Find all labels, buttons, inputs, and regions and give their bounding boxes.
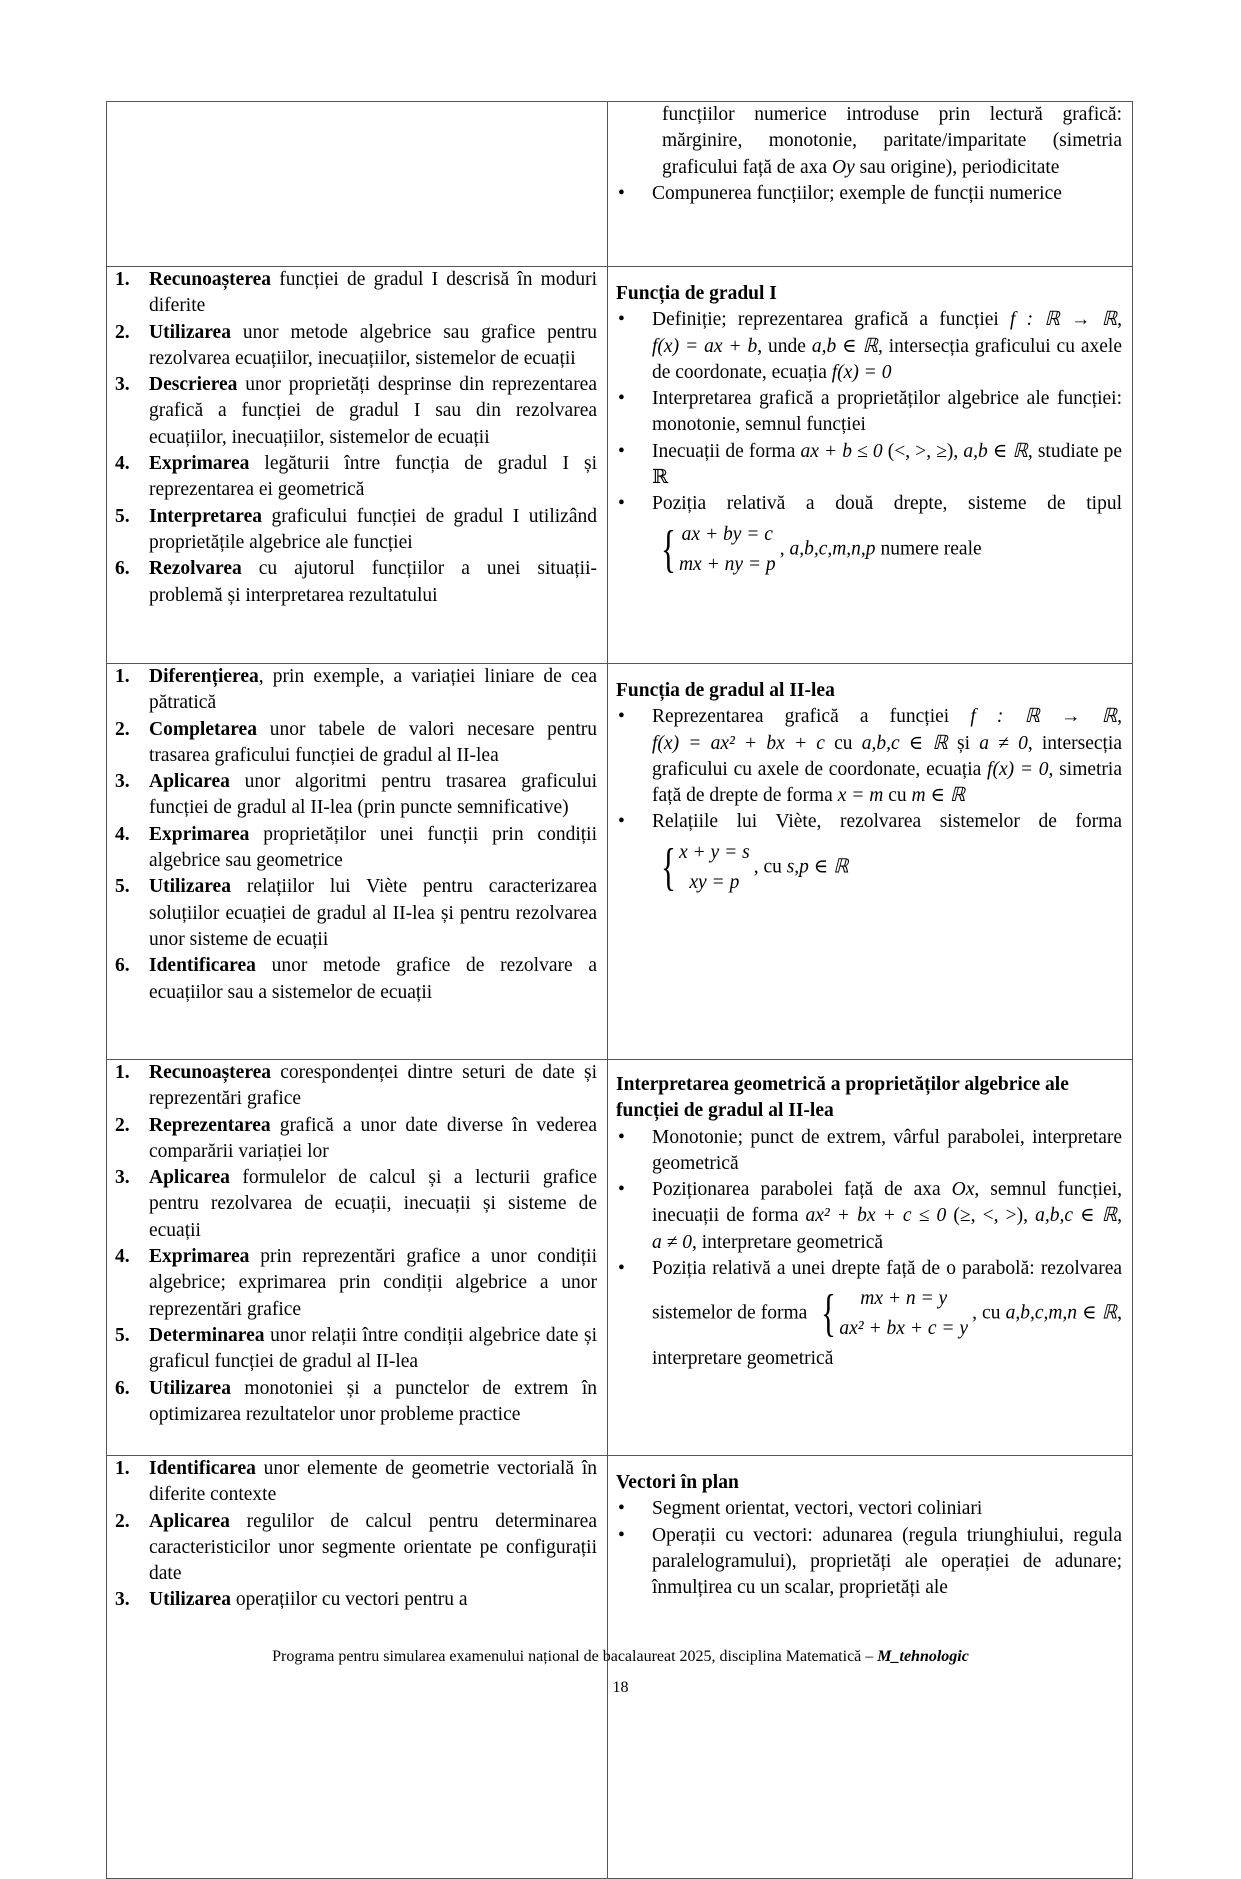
objective-text bbox=[149, 874, 597, 953]
item-number: 1. bbox=[115, 666, 130, 687]
objective-description: formulelor de calcul și a lecturii grafice pentru rezolvarea de ecuații, inecuații și sisteme de ecuații bbox=[149, 1167, 597, 1241]
objective-description: unor metode algebrice sau grafice pentru rezolvarea ecuațiilor, inecuațiilor, sistemelor de ecuații bbox=[149, 321, 597, 369]
item-number: 6. bbox=[115, 1377, 130, 1399]
text-segment: , unde bbox=[757, 335, 812, 357]
math-expression: a,b,c ∈ ℝ bbox=[861, 732, 948, 754]
system-equations bbox=[679, 520, 776, 580]
text-segment: Interpretarea grafică a proprietăților algebrice ale funcției: monotonie, semnul funcției bbox=[652, 388, 1122, 436]
objective-description: grafică a unor date diverse în vederea comparării variației lor bbox=[149, 1114, 597, 1162]
math-expression: a ≠ 0 bbox=[652, 1231, 692, 1253]
objective-keyword: Rezolvarea bbox=[149, 558, 242, 580]
objective-keyword: Identificarea bbox=[149, 955, 256, 977]
objective-keyword: Identificarea bbox=[149, 1458, 256, 1479]
item-number: 1. bbox=[115, 1458, 130, 1479]
objective-text bbox=[149, 1509, 597, 1588]
bullet-item bbox=[616, 386, 1122, 439]
objective-description: regulilor de calcul pentru determinarea caracteristicilor unor segmente orientate pe configurații date bbox=[149, 1510, 597, 1585]
item-number: 5. bbox=[115, 1324, 130, 1346]
objectives-cell bbox=[107, 267, 608, 664]
bullet-item bbox=[616, 1125, 1122, 1178]
text-segment: , intersecția graficului cu axele de coordonate, ecuația bbox=[652, 335, 1122, 383]
objective-keyword: Utilizarea bbox=[149, 1589, 231, 1611]
text-segment: funcțiilor numerice introduse prin lectură grafică: mărginire, monotonie, paritate/imparitate (simetria graficului față de axa bbox=[662, 104, 1122, 178]
objective-text bbox=[149, 556, 597, 609]
objective-description: cu ajutorul funcțiilor a unei situații-problemă și interpretarea rezultatului bbox=[149, 558, 597, 606]
objective-text bbox=[149, 1244, 597, 1323]
text-segment: , bbox=[1117, 309, 1122, 331]
text-segment: numere reale bbox=[875, 538, 982, 560]
brace-icon: { bbox=[821, 1285, 837, 1343]
item-number: 2. bbox=[115, 1510, 130, 1532]
objective-keyword: Recunoașterea bbox=[149, 269, 272, 290]
objective-keyword: Aplicarea bbox=[149, 771, 230, 793]
text-segment: , cu bbox=[753, 856, 787, 878]
bullet-icon: • bbox=[618, 1126, 625, 1148]
bullet-item bbox=[616, 1496, 1122, 1522]
bullet-item bbox=[616, 181, 1122, 207]
objective-item bbox=[115, 451, 597, 504]
content-cell bbox=[608, 1456, 1133, 1879]
math-expression: Oy bbox=[832, 156, 855, 178]
bullet-text bbox=[652, 386, 1122, 439]
objective-item bbox=[115, 1323, 597, 1376]
objective-description: unor elemente de geometrie vectorială în diferite contexte bbox=[149, 1458, 597, 1506]
item-number: 6. bbox=[115, 558, 130, 580]
text-segment: Segment orientat, vectori, vectori coliniari bbox=[652, 1498, 983, 1520]
table-row bbox=[107, 102, 1133, 267]
text-segment: , simetria față de drepte de forma bbox=[652, 758, 1122, 807]
objective-item bbox=[115, 769, 597, 822]
item-number: 5. bbox=[115, 505, 130, 527]
objective-text bbox=[149, 822, 597, 875]
objective-description: unor metode grafice de rezolvare a ecuațiilor sau a sistemelor de ecuații bbox=[149, 955, 597, 1003]
content-cell bbox=[608, 267, 1133, 664]
section-title: Interpretarea geometrică a proprietăților algebrice ale funcției de gradul al II-lea bbox=[616, 1074, 1069, 1122]
equation-system bbox=[656, 838, 750, 898]
bullet-text bbox=[652, 704, 1122, 809]
math-expression: s,p ∈ ℝ bbox=[786, 856, 849, 878]
item-number: 3. bbox=[115, 1589, 130, 1611]
bullet-icon: • bbox=[618, 1258, 625, 1280]
objective-keyword: Exprimarea bbox=[149, 453, 250, 475]
bullet-icon: • bbox=[618, 493, 625, 515]
item-number: 2. bbox=[115, 321, 130, 343]
bullet-item bbox=[616, 1256, 1122, 1373]
continuation-text bbox=[616, 102, 1122, 181]
content-cell bbox=[608, 664, 1133, 1060]
objective-description: graficului funcției de gradul I utilizând proprietățile algebrice ale funcției bbox=[149, 505, 597, 553]
item-number: 4. bbox=[115, 1246, 130, 1268]
math-expression: ax + b ≤ 0 bbox=[800, 440, 883, 462]
objective-text bbox=[149, 451, 597, 504]
bullet-text bbox=[652, 809, 1122, 899]
bullet-icon: • bbox=[618, 706, 625, 728]
item-number: 2. bbox=[115, 1114, 130, 1136]
objective-item bbox=[115, 874, 597, 953]
objective-keyword: Aplicarea bbox=[149, 1510, 230, 1532]
objective-text bbox=[149, 1376, 597, 1429]
objective-item bbox=[115, 1165, 597, 1244]
objective-text bbox=[149, 664, 597, 717]
objective-keyword: Utilizarea bbox=[149, 321, 231, 343]
objective-item bbox=[115, 1376, 597, 1429]
objective-keyword: Interpretarea bbox=[149, 505, 262, 527]
equation: ax² + bx + c = y bbox=[839, 1318, 969, 1340]
text-segment: Relațiile lui Viète, rezolvarea sistemelor de forma bbox=[652, 811, 1122, 833]
objective-keyword: Determinarea bbox=[149, 1324, 265, 1346]
objective-description: funcției de gradul I descrisă în moduri diferite bbox=[149, 269, 597, 317]
text-segment: cu bbox=[824, 732, 862, 754]
objective-text bbox=[149, 769, 597, 822]
text-segment: , interpretare geometrică bbox=[691, 1231, 884, 1253]
objective-keyword: Diferențierea bbox=[149, 666, 259, 687]
math-expression: f(x) = 0 bbox=[987, 758, 1049, 780]
objective-item bbox=[115, 1113, 597, 1166]
objective-item bbox=[115, 320, 597, 373]
objective-text bbox=[149, 320, 597, 373]
objective-item bbox=[115, 1060, 597, 1113]
page-footer bbox=[0, 1648, 1241, 1666]
bullet-item bbox=[616, 439, 1122, 492]
objective-item bbox=[115, 267, 597, 320]
objectives-cell bbox=[107, 1060, 608, 1456]
objective-keyword: Utilizarea bbox=[149, 1377, 231, 1399]
section-title: Funcția de gradul I bbox=[616, 283, 777, 304]
bullet-icon: • bbox=[618, 1524, 625, 1546]
equation: mx + ny = p bbox=[678, 553, 776, 575]
equation: x + y = s bbox=[678, 841, 750, 863]
math-expression: f(x) = ax² + bx + c bbox=[652, 732, 825, 754]
bullet-icon: • bbox=[618, 1498, 625, 1520]
math-expression: m ∈ ℝ bbox=[911, 785, 966, 807]
table-row bbox=[107, 664, 1133, 1060]
bullet-text bbox=[652, 491, 1122, 581]
math-expression: x = m bbox=[837, 785, 884, 807]
objective-keyword: Exprimarea bbox=[149, 1246, 250, 1268]
equation-system bbox=[656, 520, 776, 580]
footer-profile: M_tehnologic bbox=[877, 1648, 969, 1665]
item-number: 3. bbox=[115, 374, 130, 396]
item-number: 4. bbox=[115, 453, 130, 475]
bullet-item bbox=[616, 307, 1122, 386]
bullet-icon: • bbox=[618, 388, 625, 410]
math-expression: a,b,c,m,n,p bbox=[789, 538, 876, 560]
objective-description: prin reprezentări grafice a unor condiții algebrice; exprimarea prin condiții algebrice a unor reprezentări grafice bbox=[149, 1246, 597, 1320]
text-segment: , studiate pe ℝ bbox=[652, 440, 1122, 489]
table-row bbox=[107, 1060, 1133, 1456]
text-segment: și bbox=[947, 732, 980, 754]
objective-keyword: Descrierea bbox=[149, 374, 238, 396]
brace-icon: { bbox=[660, 838, 676, 896]
text-segment: Reprezentarea grafică a funcției bbox=[652, 706, 971, 728]
equation: xy = p bbox=[689, 871, 740, 893]
item-number: 4. bbox=[115, 823, 130, 845]
math-expression: a,b ∈ ℝ bbox=[963, 440, 1028, 462]
objective-item bbox=[115, 822, 597, 875]
objective-item bbox=[115, 556, 597, 609]
bullet-text bbox=[652, 307, 1122, 386]
objective-item bbox=[115, 953, 597, 1006]
content-cell bbox=[608, 1060, 1133, 1456]
objective-item bbox=[115, 1509, 597, 1588]
objective-description: legăturii între funcția de gradul I și reprezentarea ei geometrică bbox=[149, 453, 597, 501]
text-segment: , intersecția graficului cu axele de coordonate, ecuația bbox=[652, 732, 1123, 780]
table-row bbox=[107, 267, 1133, 664]
text-segment: Poziția relativă a unei drepte față de o parabolă: rezolvarea sistemelor de forma bbox=[652, 1258, 1122, 1324]
math-expression: a ≠ 0 bbox=[979, 732, 1028, 754]
text-segment: , semnul funcției, inecuații de forma bbox=[652, 1179, 1122, 1227]
text-segment: Operații cu vectori: adunarea (regula triunghiului, regula paralelogramului), proprietăți ale operației de adunare; înmulțirea cu un scalar, proprietăți ale bbox=[652, 1524, 1122, 1599]
objective-description: relațiilor lui Viète pentru caracterizarea soluțiilor ecuației de gradul al II-lea și pentru rezolvarea unor sisteme de ecuații bbox=[149, 876, 597, 950]
item-number: 5. bbox=[115, 876, 130, 898]
math-expression: a,b,c,m,n ∈ ℝ bbox=[1005, 1302, 1118, 1324]
text-segment: Monotonie; punct de extrem, vârful parabolei, interpretare geometrică bbox=[652, 1126, 1122, 1174]
objective-description: corespondenței dintre seturi de date și reprezentări grafice bbox=[149, 1062, 597, 1110]
objective-text bbox=[149, 1587, 597, 1613]
bullet-item bbox=[616, 1177, 1122, 1256]
footer-text: Programa pentru simularea examenului național de bacalaureat 2025, disciplina Matematică – bbox=[272, 1648, 878, 1665]
text-segment: , bbox=[1117, 706, 1122, 728]
table-row bbox=[107, 1456, 1133, 1879]
text-segment: , bbox=[1117, 1205, 1122, 1227]
bullet-text bbox=[652, 181, 1122, 207]
text-segment: (<, >, ≥), bbox=[882, 440, 964, 462]
text-segment: cu bbox=[883, 785, 912, 807]
objective-description: operațiilor cu vectori pentru a bbox=[230, 1589, 468, 1611]
objective-text bbox=[149, 717, 597, 770]
objective-description: unor proprietăți desprinse din reprezentarea grafică a funcției de gradul I sau din rezolvarea ecuațiilor, inecuațiilor, sistemelor de ecuații bbox=[149, 374, 597, 448]
objective-keyword: Aplicarea bbox=[149, 1167, 230, 1189]
content-cell bbox=[608, 102, 1133, 267]
objectives-cell bbox=[107, 102, 608, 267]
objective-keyword: Exprimarea bbox=[149, 823, 250, 845]
objective-keyword: Completarea bbox=[149, 718, 257, 740]
objective-description: , prin exemple, a variației liniare de cea pătratică bbox=[149, 666, 597, 714]
objective-item bbox=[115, 1587, 597, 1613]
curriculum-table bbox=[106, 101, 1133, 1879]
bullet-text bbox=[652, 439, 1122, 492]
text-segment: , interpretare geometrică bbox=[652, 1302, 1122, 1370]
objective-text bbox=[149, 267, 597, 320]
item-number: 3. bbox=[115, 771, 130, 793]
objective-description: unor relații între condiții algebrice date și graficul funcției de gradul al II-lea bbox=[149, 1324, 597, 1373]
objective-text bbox=[149, 372, 597, 451]
objective-item bbox=[115, 664, 597, 717]
objective-item bbox=[115, 1456, 597, 1509]
objective-text bbox=[149, 504, 597, 557]
section-title: Funcția de gradul al II-lea bbox=[616, 680, 835, 701]
objective-text bbox=[149, 1323, 597, 1376]
bullet-text bbox=[652, 1256, 1122, 1373]
text-segment: Definiție; reprezentarea grafică a funcției bbox=[652, 309, 1011, 331]
bullet-text bbox=[652, 1496, 1122, 1522]
system-equations bbox=[679, 838, 750, 898]
objectives-cell bbox=[107, 1456, 608, 1879]
item-number: 1. bbox=[115, 1062, 130, 1083]
item-number: 2. bbox=[115, 718, 130, 740]
objective-description: monotoniei și a punctelor de extrem în optimizarea rezultatelor unor probleme practice bbox=[149, 1377, 597, 1425]
objective-description: proprietăților unei funcții prin condiții algebrice sau geometrice bbox=[149, 823, 597, 872]
math-expression: ax² + bx + c ≤ 0 bbox=[805, 1205, 947, 1227]
text-segment: , bbox=[779, 538, 790, 560]
objectives-cell bbox=[107, 664, 608, 1060]
objective-description: unor algoritmi pentru trasarea graficului funcției de gradul al II-lea (prin puncte semnificative) bbox=[149, 771, 597, 819]
item-number: 1. bbox=[115, 269, 130, 290]
bullet-icon: • bbox=[618, 1179, 625, 1201]
item-number: 6. bbox=[115, 955, 130, 977]
bullet-icon: • bbox=[618, 182, 625, 204]
section-title: Vectori în plan bbox=[616, 1472, 739, 1493]
objective-text bbox=[149, 1456, 597, 1509]
equation: mx + n = y bbox=[860, 1288, 948, 1310]
page-number: 18 bbox=[612, 1679, 629, 1696]
objective-item bbox=[115, 504, 597, 557]
system-equations bbox=[839, 1284, 968, 1344]
text-segment: , cu bbox=[972, 1302, 1006, 1324]
text-segment: Inecuații de forma bbox=[652, 440, 801, 462]
text-segment: Poziția relativă a două drepte, sisteme de tipul bbox=[652, 493, 1122, 515]
text-segment: Poziționarea parabolei față de axa bbox=[652, 1179, 952, 1201]
equation-system bbox=[816, 1284, 968, 1344]
objective-text bbox=[149, 1165, 597, 1244]
bullet-icon: • bbox=[618, 811, 625, 833]
objective-item bbox=[115, 717, 597, 770]
objective-keyword: Reprezentarea bbox=[149, 1114, 271, 1136]
math-expression: f(x) = ax + b bbox=[652, 335, 758, 357]
text-segment: (≥, <, >), bbox=[946, 1205, 1036, 1227]
math-expression: Ox bbox=[951, 1179, 975, 1201]
objective-text bbox=[149, 953, 597, 1006]
bullet-text bbox=[652, 1125, 1122, 1178]
math-expression: f(x) = 0 bbox=[831, 361, 892, 383]
objective-text bbox=[149, 1113, 597, 1166]
brace-icon: { bbox=[660, 520, 676, 578]
math-expression: a,b,c ∈ ℝ bbox=[1035, 1205, 1118, 1227]
math-expression: f : ℝ → ℝ bbox=[1010, 309, 1118, 331]
objective-text bbox=[149, 1060, 597, 1113]
bullet-text bbox=[652, 1177, 1122, 1256]
objective-keyword: Recunoașterea bbox=[149, 1062, 272, 1083]
objective-item bbox=[115, 372, 597, 451]
bullet-item bbox=[616, 1523, 1122, 1602]
bullet-item bbox=[616, 491, 1122, 581]
math-expression: f : ℝ → ℝ bbox=[970, 706, 1118, 728]
bullet-item bbox=[616, 704, 1122, 809]
objective-description: unor tabele de valori necesare pentru trasarea graficului funcției de gradul al II-lea bbox=[149, 718, 597, 766]
equation: ax + by = c bbox=[681, 523, 773, 545]
text-segment: Compunerea funcțiilor; exemple de funcții numerice bbox=[652, 182, 1062, 204]
math-expression: a,b ∈ ℝ bbox=[811, 335, 878, 357]
bullet-icon: • bbox=[618, 309, 625, 331]
objective-keyword: Utilizarea bbox=[149, 876, 231, 898]
text-segment: sau origine), periodicitate bbox=[854, 156, 1060, 178]
objective-item bbox=[115, 1244, 597, 1323]
bullet-icon: • bbox=[618, 440, 625, 462]
bullet-item bbox=[616, 809, 1122, 899]
bullet-text bbox=[652, 1523, 1122, 1602]
item-number: 3. bbox=[115, 1167, 130, 1189]
